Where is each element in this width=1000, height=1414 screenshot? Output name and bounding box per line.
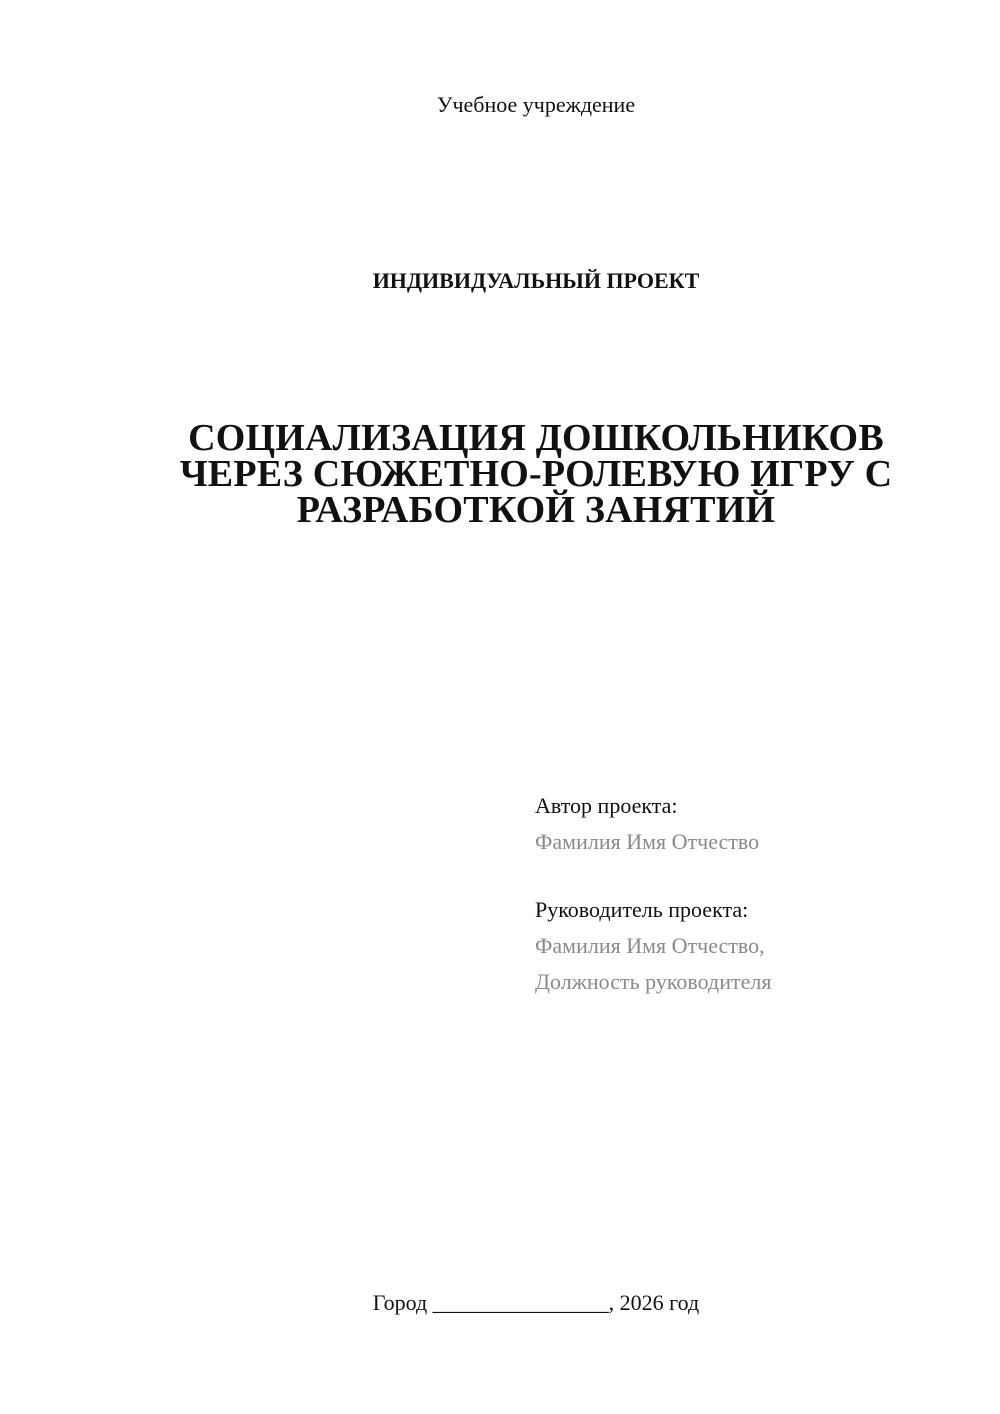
credits-spacer — [535, 860, 975, 892]
project-title-line-1: СОЦИАЛИЗАЦИЯ ДОШКОЛЬНИКОВ — [188, 417, 884, 459]
city-year-line: Город ________________, 2026 год — [372, 1290, 700, 1315]
supervisor-position: Должность руководителя — [535, 969, 772, 994]
institution-name: Учебное учреждение — [436, 92, 636, 117]
project-title — [140, 417, 932, 531]
author-label: Автор проекта: — [535, 793, 678, 818]
supervisor-name: Фамилия Имя Отчество, — [535, 933, 765, 958]
author-name: Фамилия Имя Отчество — [535, 829, 760, 854]
project-title-line-2: ЧЕРЕЗ СЮЖЕТНО-РОЛЕВУЮ ИГРУ С — [179, 453, 893, 495]
project-title-line-3: РАЗРАБОТКОЙ ЗАНЯТИЙ — [296, 489, 776, 531]
supervisor-label: Руководитель проекта: — [535, 897, 749, 922]
credits-block — [535, 788, 975, 1000]
document-type: ИНДИВИДУАЛЬНЫЙ ПРОЕКТ — [372, 268, 700, 293]
